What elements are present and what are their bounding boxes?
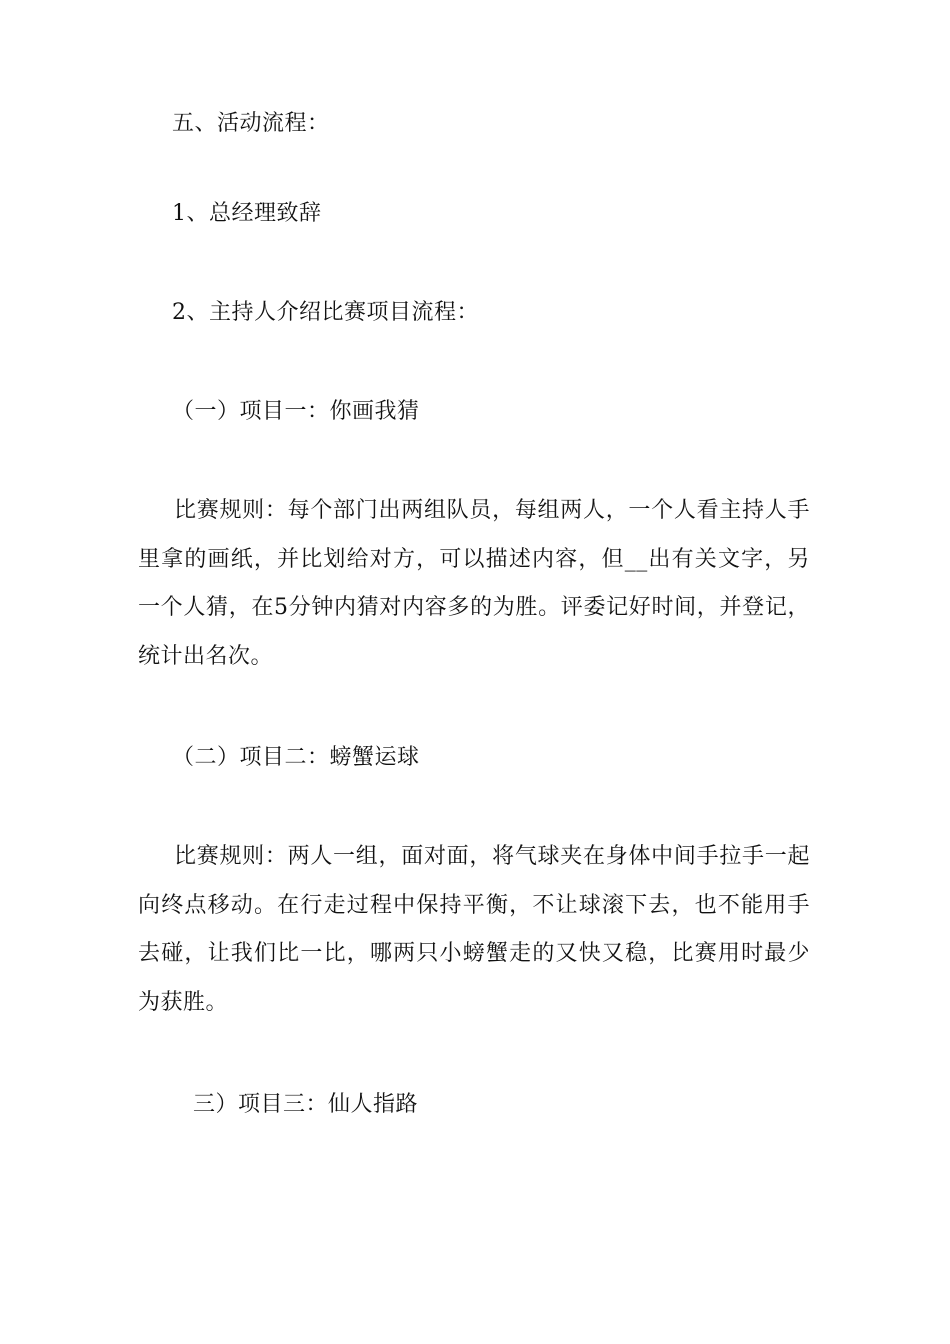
step-2-text: 2、主持人介绍比赛项目流程： <box>172 300 479 325</box>
item-3-title: 三）项目三：仙人指路 <box>193 1092 419 1117</box>
item-2-title: （二）项目二：螃蟹运球 <box>172 745 420 770</box>
item-1-rules: 比赛规则：每个部门出两组队员，每组两人，一个人看主持人手里拿的画纸，并比划给对方，可以描述内容，但__出有关文字，另一个人猜，在5分钟内猜对内容多的为胜。评委记好时间，并登记，统计出名次。 <box>138 498 810 669</box>
item-1-title: （一）项目一：你画我猜 <box>172 399 420 424</box>
section-heading: 五、活动流程： <box>172 111 330 136</box>
step-1-text: 1、总经理致辞 <box>172 201 322 226</box>
item-2-rules: 比赛规则：两人一组，面对面，将气球夹在身体中间手拉手一起向终点移动。在行走过程中保持平衡，不让球滚下去，也不能用手去碰，让我们比一比，哪两只小螃蟹走的又快又稳，比赛用时最少为获胜。 <box>138 844 810 1015</box>
